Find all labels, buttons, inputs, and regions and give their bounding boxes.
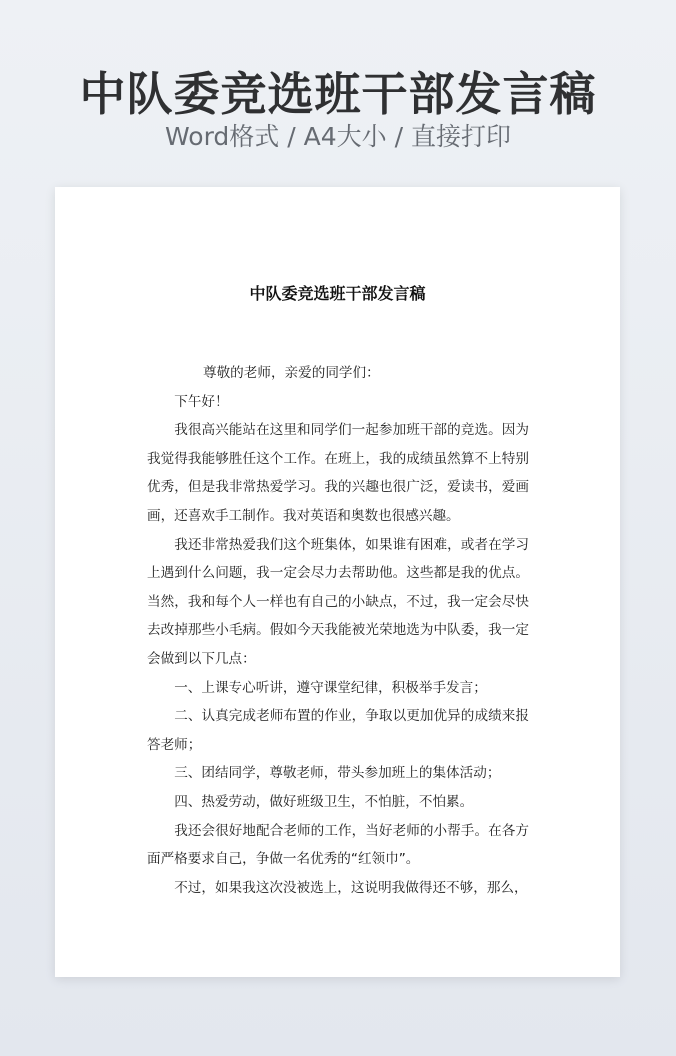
page-subtitle: Word格式 / A4大小 / 直接打印 bbox=[165, 122, 511, 151]
page-title: 中队委竞选班干部发言稿 bbox=[79, 67, 597, 121]
body-paragraph: 不过，如果我这次没被选上，这说明我做得还不够，那么， bbox=[174, 879, 528, 896]
list-item-paragraph: 二、认真完成老师布置的作业，争取以更加优异的成绩来报答老师； bbox=[147, 708, 529, 753]
greeting-paragraph: 尊敬的老师，亲爱的同学们： bbox=[203, 365, 380, 381]
document-page bbox=[55, 187, 620, 977]
body-paragraph: 我还非常热爱我们这个班集体，如果谁有困难，或者在学习上遇到什么问题，我一定会尽力去帮助他。这些都是我的优点。当然，我和每个人一样也有自己的小缺点，不过，我一定会尽快去改掉那些小毛病。假如今天我能被光荣地选为中队委，我一定会做到以下几点： bbox=[147, 536, 529, 667]
document-body bbox=[147, 359, 529, 902]
salutation-paragraph: 下午好！ bbox=[174, 393, 229, 410]
body-paragraph: 我还会很好地配合老师的工作，当好老师的小帮手。在各方面严格要求自己，争做一名优秀的“红领巾”。 bbox=[147, 822, 529, 868]
list-item-paragraph: 三、团结同学，尊敬老师，带头参加班上的集体活动； bbox=[174, 765, 501, 782]
list-item-paragraph: 四、热爱劳动，做好班级卫生，不怕脏，不怕累。 bbox=[174, 793, 474, 810]
body-paragraph: 我很高兴能站在这里和同学们一起参加班干部的竞选。因为我觉得我能够胜任这个工作。在班上，我的成绩虽然算不上特别优秀，但是我非常热爱学习。我的兴趣也很广泛，爱读书，爱画画，还喜欢手工制作。我对英语和奥数也很感兴趣。 bbox=[147, 422, 529, 524]
list-item-paragraph: 一、上课专心听讲，遵守课堂纪律，积极举手发言； bbox=[174, 679, 487, 696]
document-title: 中队委竞选班干部发言稿 bbox=[249, 284, 426, 303]
